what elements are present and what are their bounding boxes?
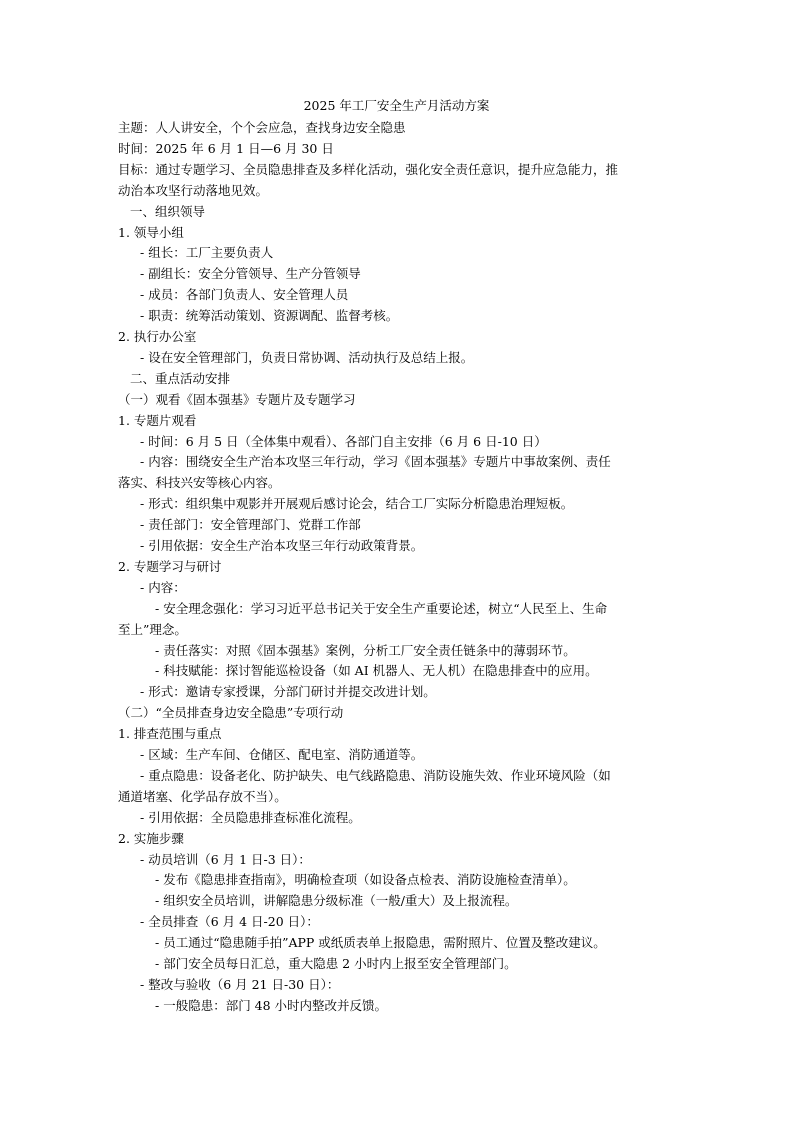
document-line: - 职责：统筹活动策划、资源调配、监督考核。 xyxy=(140,308,399,324)
document-line: - 区域：生产车间、仓储区、配电室、消防通道等。 xyxy=(140,747,424,762)
document-line: - 重点隐患：设备老化、防护缺失、电气线路隐患、消防设施失效、作业环境风险（如 xyxy=(140,767,611,783)
document-line: - 形式：组织集中观影并开展观后感讨论会，结合工厂实际分析隐患治理短板。 xyxy=(140,496,574,512)
document-line: 动治本攻坚行动落地见效。 xyxy=(118,182,269,198)
document-line: - 内容：围绕安全生产治本攻坚三年行动，学习《固本强基》专题片中事故案例、责任 xyxy=(140,454,611,470)
document-line: 落实、科技兴安等核心内容。 xyxy=(118,475,281,491)
document-line: 通道堵塞、化学品存放不当）。 xyxy=(118,788,287,804)
document-line: - 设在安全管理部门，负责日常协调、活动执行及总结上报。 xyxy=(140,349,474,365)
document-line: - 形式：邀请专家授课，分部门研讨并提交改进计划。 xyxy=(140,684,436,700)
document-line: （一）观看《固本强基》专题片及专题学习 xyxy=(118,391,356,407)
document-line: - 责任落实：对照《固本强基》案例，分析工厂安全责任链条中的薄弱环节。 xyxy=(155,642,576,658)
document-line: - 内容： xyxy=(140,579,186,595)
document-line: - 副组长：安全分管领导、生产分管领导 xyxy=(140,266,361,282)
document-line: 目标：通过专题学习、全员隐患排查及多样化活动，强化安全责任意识，提升应急能力，推 xyxy=(118,161,619,177)
document-line: - 安全理念强化：学习习近平总书记关于安全生产重要论述，树立“人民至上、生命 xyxy=(155,600,608,616)
document-line: - 整改与验收（6 月 21 日-30 日）： xyxy=(140,976,340,992)
document-line: 时间：2025 年 6 月 1 日—6 月 30 日 xyxy=(118,140,334,156)
document-line: 2. 专题学习与研讨 xyxy=(118,558,222,574)
document-line: 二、重点活动安排 xyxy=(130,370,231,386)
document-line: - 发布《隐患排查指南》，明确检查项（如设备点检表、消防设施检查清单）。 xyxy=(155,872,576,888)
document-line: （二）“全员排查身边安全隐患”专项行动 xyxy=(118,705,344,721)
document-line: - 成员：各部门负责人、安全管理人员 xyxy=(140,287,349,303)
document-line: 2. 实施步骤 xyxy=(118,830,184,846)
document-line: 1. 排查范围与重点 xyxy=(118,726,222,742)
document-line: - 部门安全员每日汇总，重大隐患 2 小时内上报至安全管理部门。 xyxy=(155,956,517,971)
document-line: - 责任部门：安全管理部门、党群工作部 xyxy=(140,517,361,533)
document-line: 主题：人人讲安全，个个会应急，查找身边安全隐患 xyxy=(118,120,406,135)
document-line: - 一般隐患：部门 48 小时内整改并反馈。 xyxy=(155,997,388,1013)
document-line: - 全员排查（6 月 4 日-20 日）： xyxy=(140,914,319,930)
document-line: - 引用依据：全员隐患排查标准化流程。 xyxy=(140,809,361,825)
document-line: 2. 执行办公室 xyxy=(118,329,197,344)
document-line: 1. 领导小组 xyxy=(118,224,184,240)
document-line: - 组织安全员培训，讲解隐患分级标准（一般/重大）及上报流程。 xyxy=(155,893,518,909)
document-line: - 引用依据：安全生产治本攻坚三年行动政策背景。 xyxy=(140,538,424,553)
document-line: 至上”理念。 xyxy=(118,621,187,637)
document-line: - 科技赋能：探讨智能巡检设备（如 AI 机器人、无人机）在隐患排查中的应用。 xyxy=(155,663,598,679)
document-line: - 组长：工厂主要负责人 xyxy=(140,245,274,261)
document-line: 一、组织领导 xyxy=(130,203,206,219)
document-line: 1. 专题片观看 xyxy=(118,412,197,428)
document-line: - 时间：6 月 5 日（全体集中观看）、各部门自主安排（6 月 6 日-10 日） xyxy=(140,433,547,449)
document-line: - 员工通过“隐患随手拍”APP 或纸质表单上报隐患，需附照片、位置及整改建议。 xyxy=(155,935,606,951)
document-title: 2025 年工厂安全生产月活动方案 xyxy=(303,98,490,113)
document-line: - 动员培训（6 月 1 日-3 日）： xyxy=(140,851,311,867)
